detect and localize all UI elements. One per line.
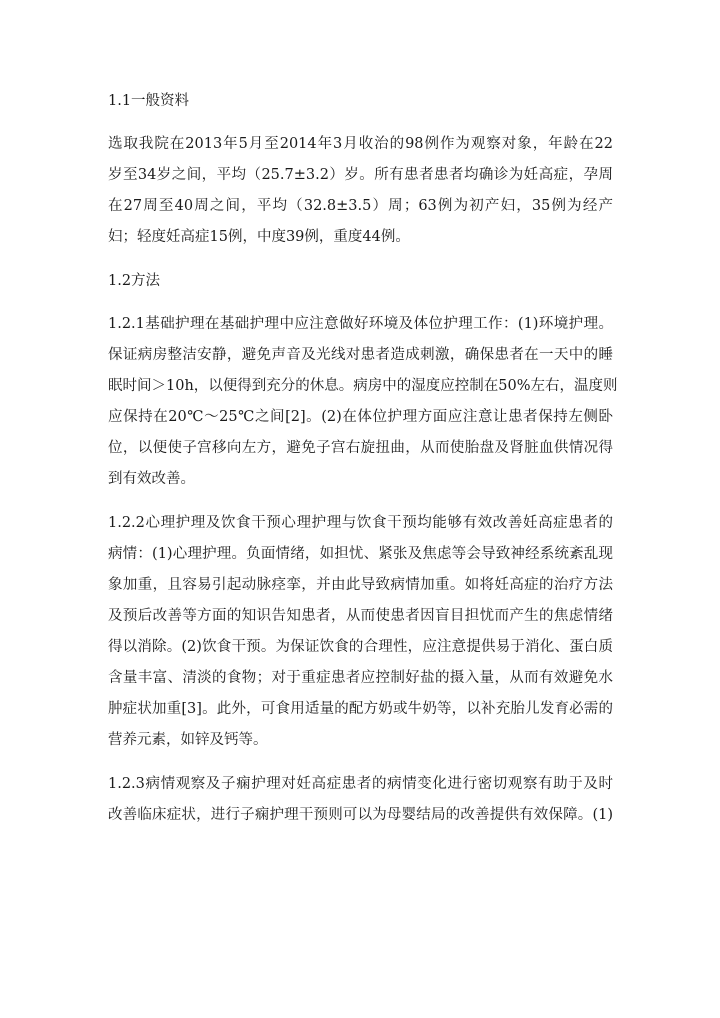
text-line: 到有效改善。 [108, 471, 195, 487]
text-line: 应保持在20℃～25℃之间[2]。(2)在体位护理方面应注意让患者保持左侧卧 [108, 409, 613, 425]
text-line: 保证病房整洁安静，避免声音及光线对患者造成刺激，确保患者在一天中的睡 [108, 347, 613, 363]
text-line: 肿症状加重[3]。此外，可食用适量的配方奶或牛奶等，以补充胎儿发育必需的 [108, 701, 613, 717]
text-line: 选取我院在2013年5月至2014年3月收治的98例作为观察对象，年龄在22 [108, 136, 613, 152]
section-heading-1-2 [108, 266, 613, 297]
text-line: 岁至34岁之间，平均（25.7±3.2）岁。所有患者患者均确诊为妊高症，孕周 [108, 167, 613, 183]
text-line: 象加重，且容易引起动脉痉挛，并由此导致病情加重。如将妊高症的治疗方法 [108, 577, 613, 593]
text-line: 得以消除。(2)饮食干预。为保证饮食的合理性，应注意提供易于消化、蛋白质 [108, 639, 613, 655]
paragraph-observation-eclampsia [108, 769, 613, 831]
text-line: 改善临床症状，进行子痫护理干预则可以为母婴结局的改善提供有效保障。(1) [108, 807, 613, 823]
text-line: 营养元素，如锌及钙等。 [108, 732, 268, 748]
heading-text: 1.2方法 [108, 273, 161, 289]
text-line: 含量丰富、清淡的食物；对于重症患者应控制好盐的摄入量，从而有效避免水 [108, 670, 613, 686]
text-line: 妇；轻度妊高症15例，中度39例，重度44例。 [108, 229, 410, 245]
paragraph-general-data [108, 129, 613, 253]
text-line: 1.2.2心理护理及饮食干预心理护理与饮食干预均能够有效改善妊高症患者的 [108, 515, 613, 531]
heading-text: 1.1一般资料 [108, 93, 190, 109]
paragraph-psychological-diet [108, 508, 613, 756]
document-page [108, 86, 618, 844]
text-line: 位，以便使子宫移向左方，避免子宫右旋扭曲，从而使胎盘及肾脏血供情况得 [108, 440, 613, 456]
text-line: 眠时间＞10h，以便得到充分的休息。病房中的湿度应控制在50%左右，温度则 [108, 378, 618, 394]
text-line: 1.2.3病情观察及子痫护理对妊高症患者的病情变化进行密切观察有助于及时 [108, 776, 613, 792]
text-line: 及预后改善等方面的知识告知患者，从而使患者因盲目担忧而产生的焦虑情绪 [108, 608, 613, 624]
text-line: 病情：(1)心理护理。负面情绪，如担忧、紧张及焦虑等会导致神经系统紊乱现 [108, 546, 613, 562]
section-heading-1-1 [108, 86, 613, 117]
text-line: 在27周至40周之间，平均（32.8±3.5）周；63例为初产妇，35例为经产 [108, 198, 613, 214]
paragraph-basic-nursing [108, 309, 618, 495]
text-line: 1.2.1基础护理在基础护理中应注意做好环境及体位护理工作：(1)环境护理。 [108, 316, 613, 332]
